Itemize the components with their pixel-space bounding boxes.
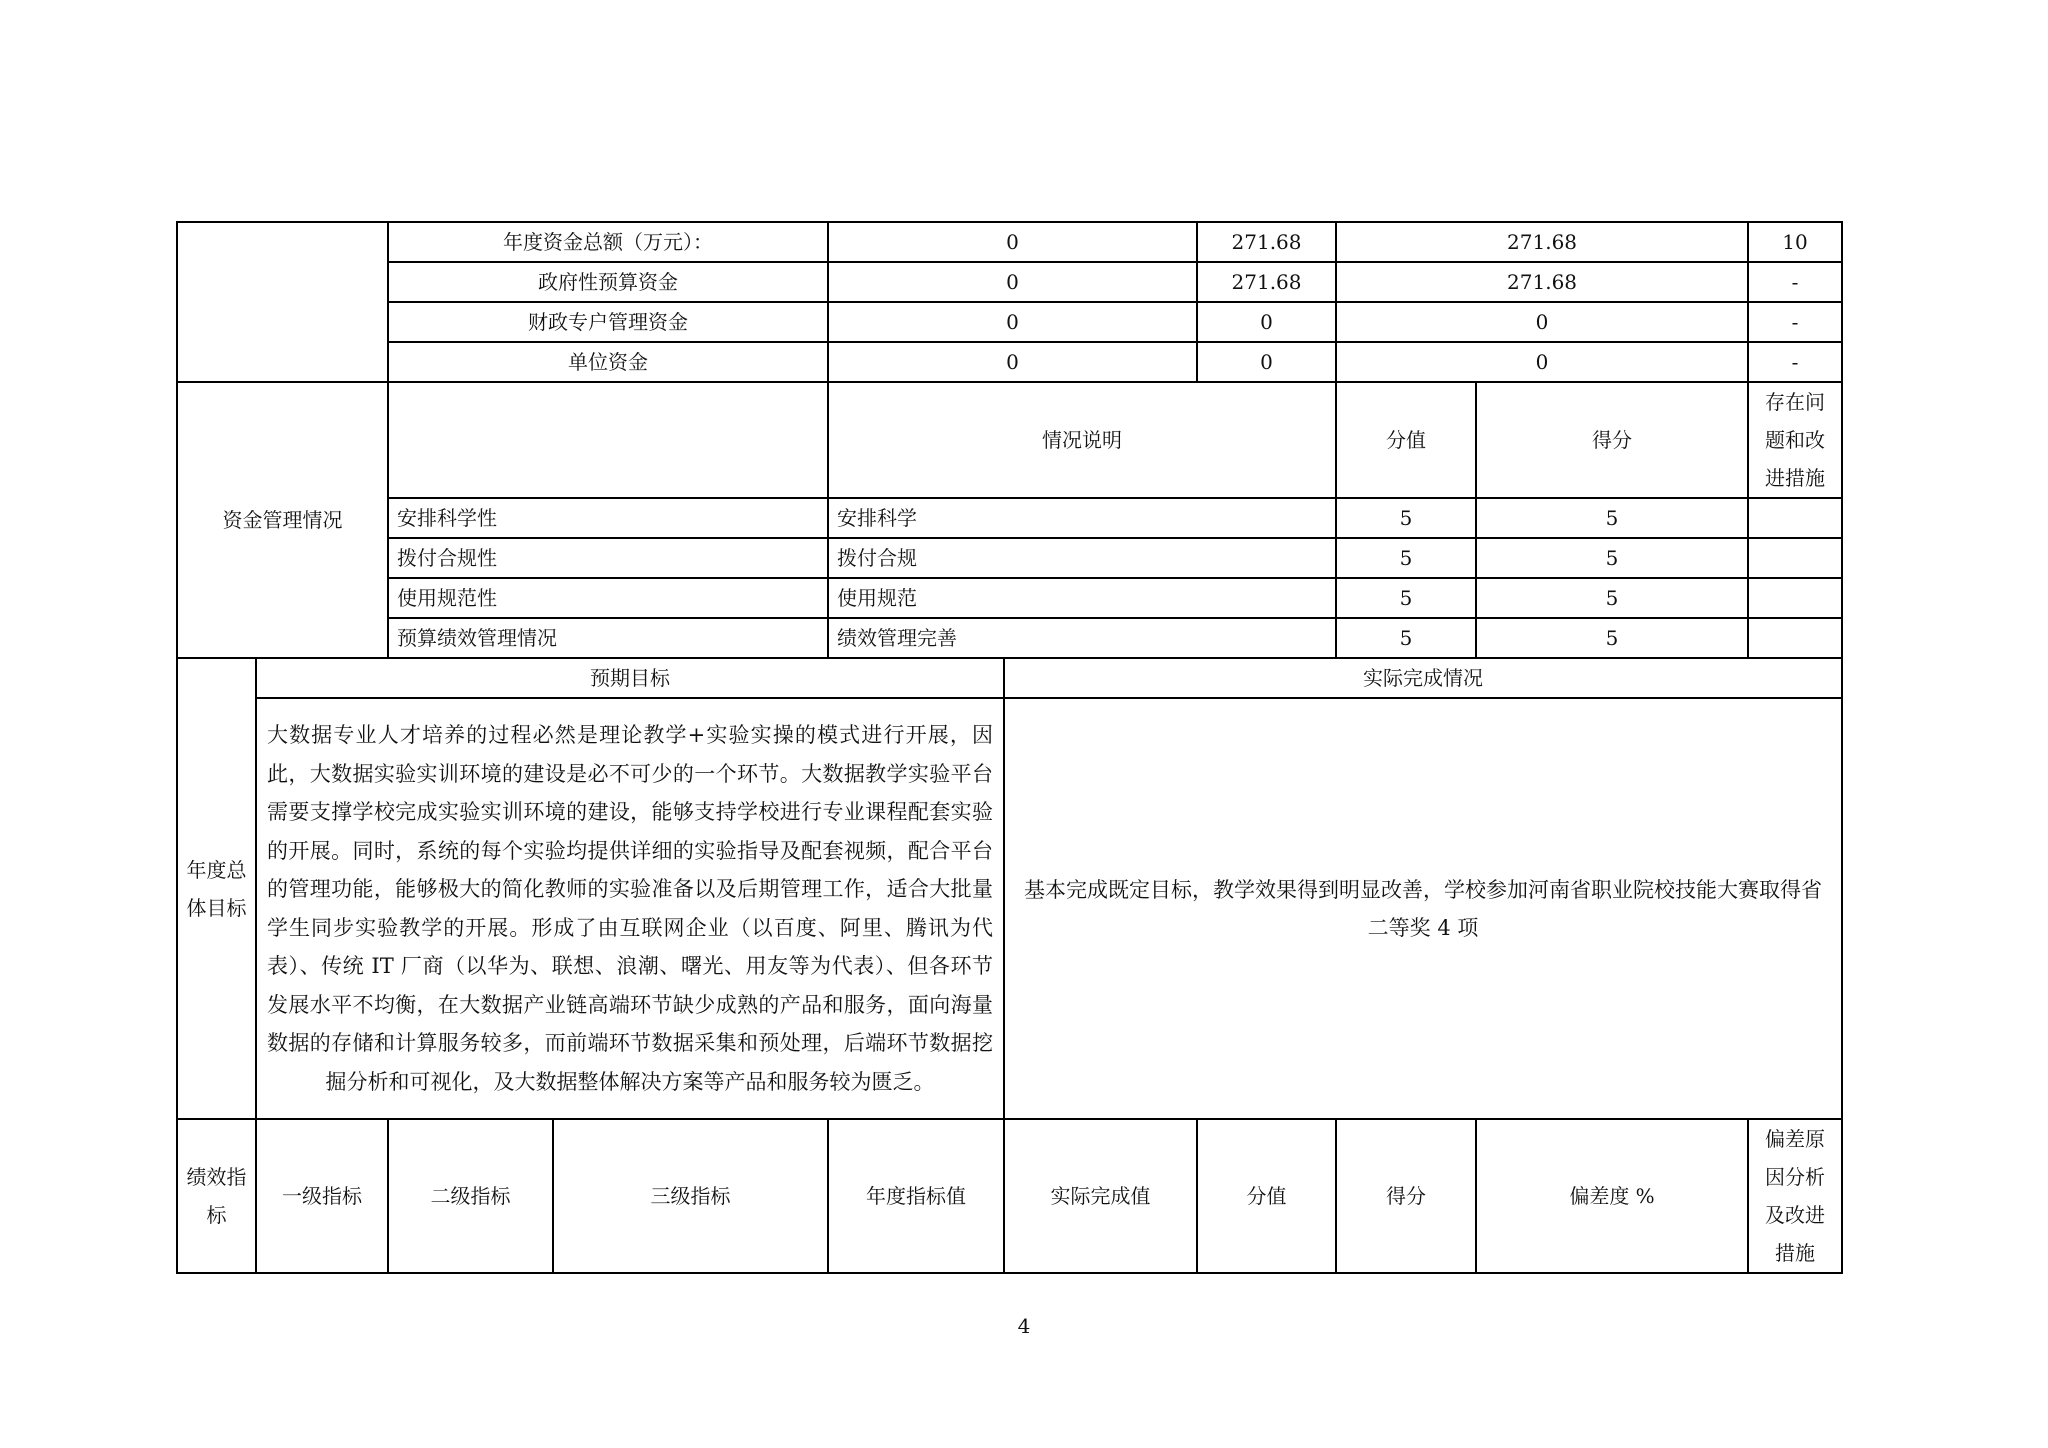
management-header-value: 分值 xyxy=(1336,382,1476,498)
expected-goal-text: 大数据专业人才培养的过程必然是理论教学+实验实操的模式进行开展，因此，大数据实验实训环境的建设是必不可少的一个环节。大数据教学实验平台需要支撑学校完成实验实训环境的建设，能够支持学校进行专业课程配套实验的开展。同时，系统的每个实验均提供详细的实验指导及配套视频，配合平台的管理功能，能够极大的简化教师的实验准备以及后期管理工作，适合大批量学生同步实验教学的开展。形成了由互联网企业（以百度、阿里、腾讯为代表）、传统 IT 厂商（以华为、联想、浪潮、曙光、用友等为代表）、但各环节发展水平不均衡，在大数据产业链高端环节缺少成熟的产品和服务，面向海量数据的存储和计算服务较多，而前端环节数据采集和预处理，后端环节数据挖掘分析和可视化，及大数据整体解决方案等产品和服务较为匮乏。 xyxy=(256,698,1004,1119)
performance-report-table xyxy=(176,221,1843,1274)
funds-cell: 0 xyxy=(1197,342,1336,382)
performance-header-reason: 偏差原因分析及改进措施 xyxy=(1748,1119,1842,1273)
actual-completion-text: 基本完成既定目标，教学效果得到明显改善，学校参加河南省职业院校技能大赛取得省二等奖 4 项 xyxy=(1004,698,1842,1119)
funds-cell: - xyxy=(1748,342,1842,382)
performance-header-score: 得分 xyxy=(1336,1119,1476,1273)
management-header-desc: 情况说明 xyxy=(828,382,1336,498)
management-item: 使用规范性 xyxy=(388,578,828,618)
funds-cell: 10 xyxy=(1748,222,1842,262)
management-desc: 安排科学 xyxy=(828,498,1336,538)
performance-header-deviation: 偏差度 % xyxy=(1476,1119,1748,1273)
management-score: 5 xyxy=(1476,498,1748,538)
management-score: 5 xyxy=(1476,538,1748,578)
funds-row-name: 财政专户管理资金 xyxy=(388,302,828,342)
funds-cell: 0 xyxy=(1336,302,1748,342)
management-issues xyxy=(1748,578,1842,618)
performance-header-level1: 一级指标 xyxy=(256,1119,388,1273)
funds-cell: 271.68 xyxy=(1197,222,1336,262)
funds-label-cell xyxy=(177,222,388,382)
management-item: 安排科学性 xyxy=(388,498,828,538)
management-score: 5 xyxy=(1476,618,1748,658)
management-issues xyxy=(1748,538,1842,578)
funds-cell: 0 xyxy=(1197,302,1336,342)
management-desc: 拨付合规 xyxy=(828,538,1336,578)
performance-header-actual: 实际完成值 xyxy=(1004,1119,1197,1273)
management-value: 5 xyxy=(1336,538,1476,578)
funds-cell: 0 xyxy=(828,222,1197,262)
management-value: 5 xyxy=(1336,578,1476,618)
performance-header-level3: 三级指标 xyxy=(553,1119,828,1273)
funds-row-name: 年度资金总额（万元）： xyxy=(388,222,828,262)
funds-cell: 271.68 xyxy=(1336,262,1748,302)
management-item: 预算绩效管理情况 xyxy=(388,618,828,658)
funds-cell: - xyxy=(1748,262,1842,302)
funds-cell: 271.68 xyxy=(1197,262,1336,302)
performance-header-level2: 二级指标 xyxy=(388,1119,553,1273)
management-label: 资金管理情况 xyxy=(177,382,388,658)
management-issues xyxy=(1748,618,1842,658)
funds-cell: 0 xyxy=(1336,342,1748,382)
funds-row-name: 政府性预算资金 xyxy=(388,262,828,302)
management-header-item xyxy=(388,382,828,498)
management-value: 5 xyxy=(1336,618,1476,658)
actual-completion-header: 实际完成情况 xyxy=(1004,658,1842,698)
funds-cell: 0 xyxy=(828,342,1197,382)
annual-goal-label: 年度总体目标 xyxy=(177,658,256,1119)
performance-header-value: 分值 xyxy=(1197,1119,1336,1273)
performance-header-annual-target: 年度指标值 xyxy=(828,1119,1004,1273)
expected-goal-header: 预期目标 xyxy=(256,658,1004,698)
page-number: 4 xyxy=(1017,1314,1031,1338)
management-desc: 使用规范 xyxy=(828,578,1336,618)
management-value: 5 xyxy=(1336,498,1476,538)
funds-cell: 0 xyxy=(828,302,1197,342)
management-issues xyxy=(1748,498,1842,538)
management-desc: 绩效管理完善 xyxy=(828,618,1336,658)
funds-cell: 0 xyxy=(828,262,1197,302)
funds-cell: 271.68 xyxy=(1336,222,1748,262)
management-header-issues: 存在问题和改进措施 xyxy=(1748,382,1842,498)
management-score: 5 xyxy=(1476,578,1748,618)
management-header-score: 得分 xyxy=(1476,382,1748,498)
funds-row-name: 单位资金 xyxy=(388,342,828,382)
management-item: 拨付合规性 xyxy=(388,538,828,578)
performance-label: 绩效指标 xyxy=(177,1119,256,1273)
funds-cell: - xyxy=(1748,302,1842,342)
